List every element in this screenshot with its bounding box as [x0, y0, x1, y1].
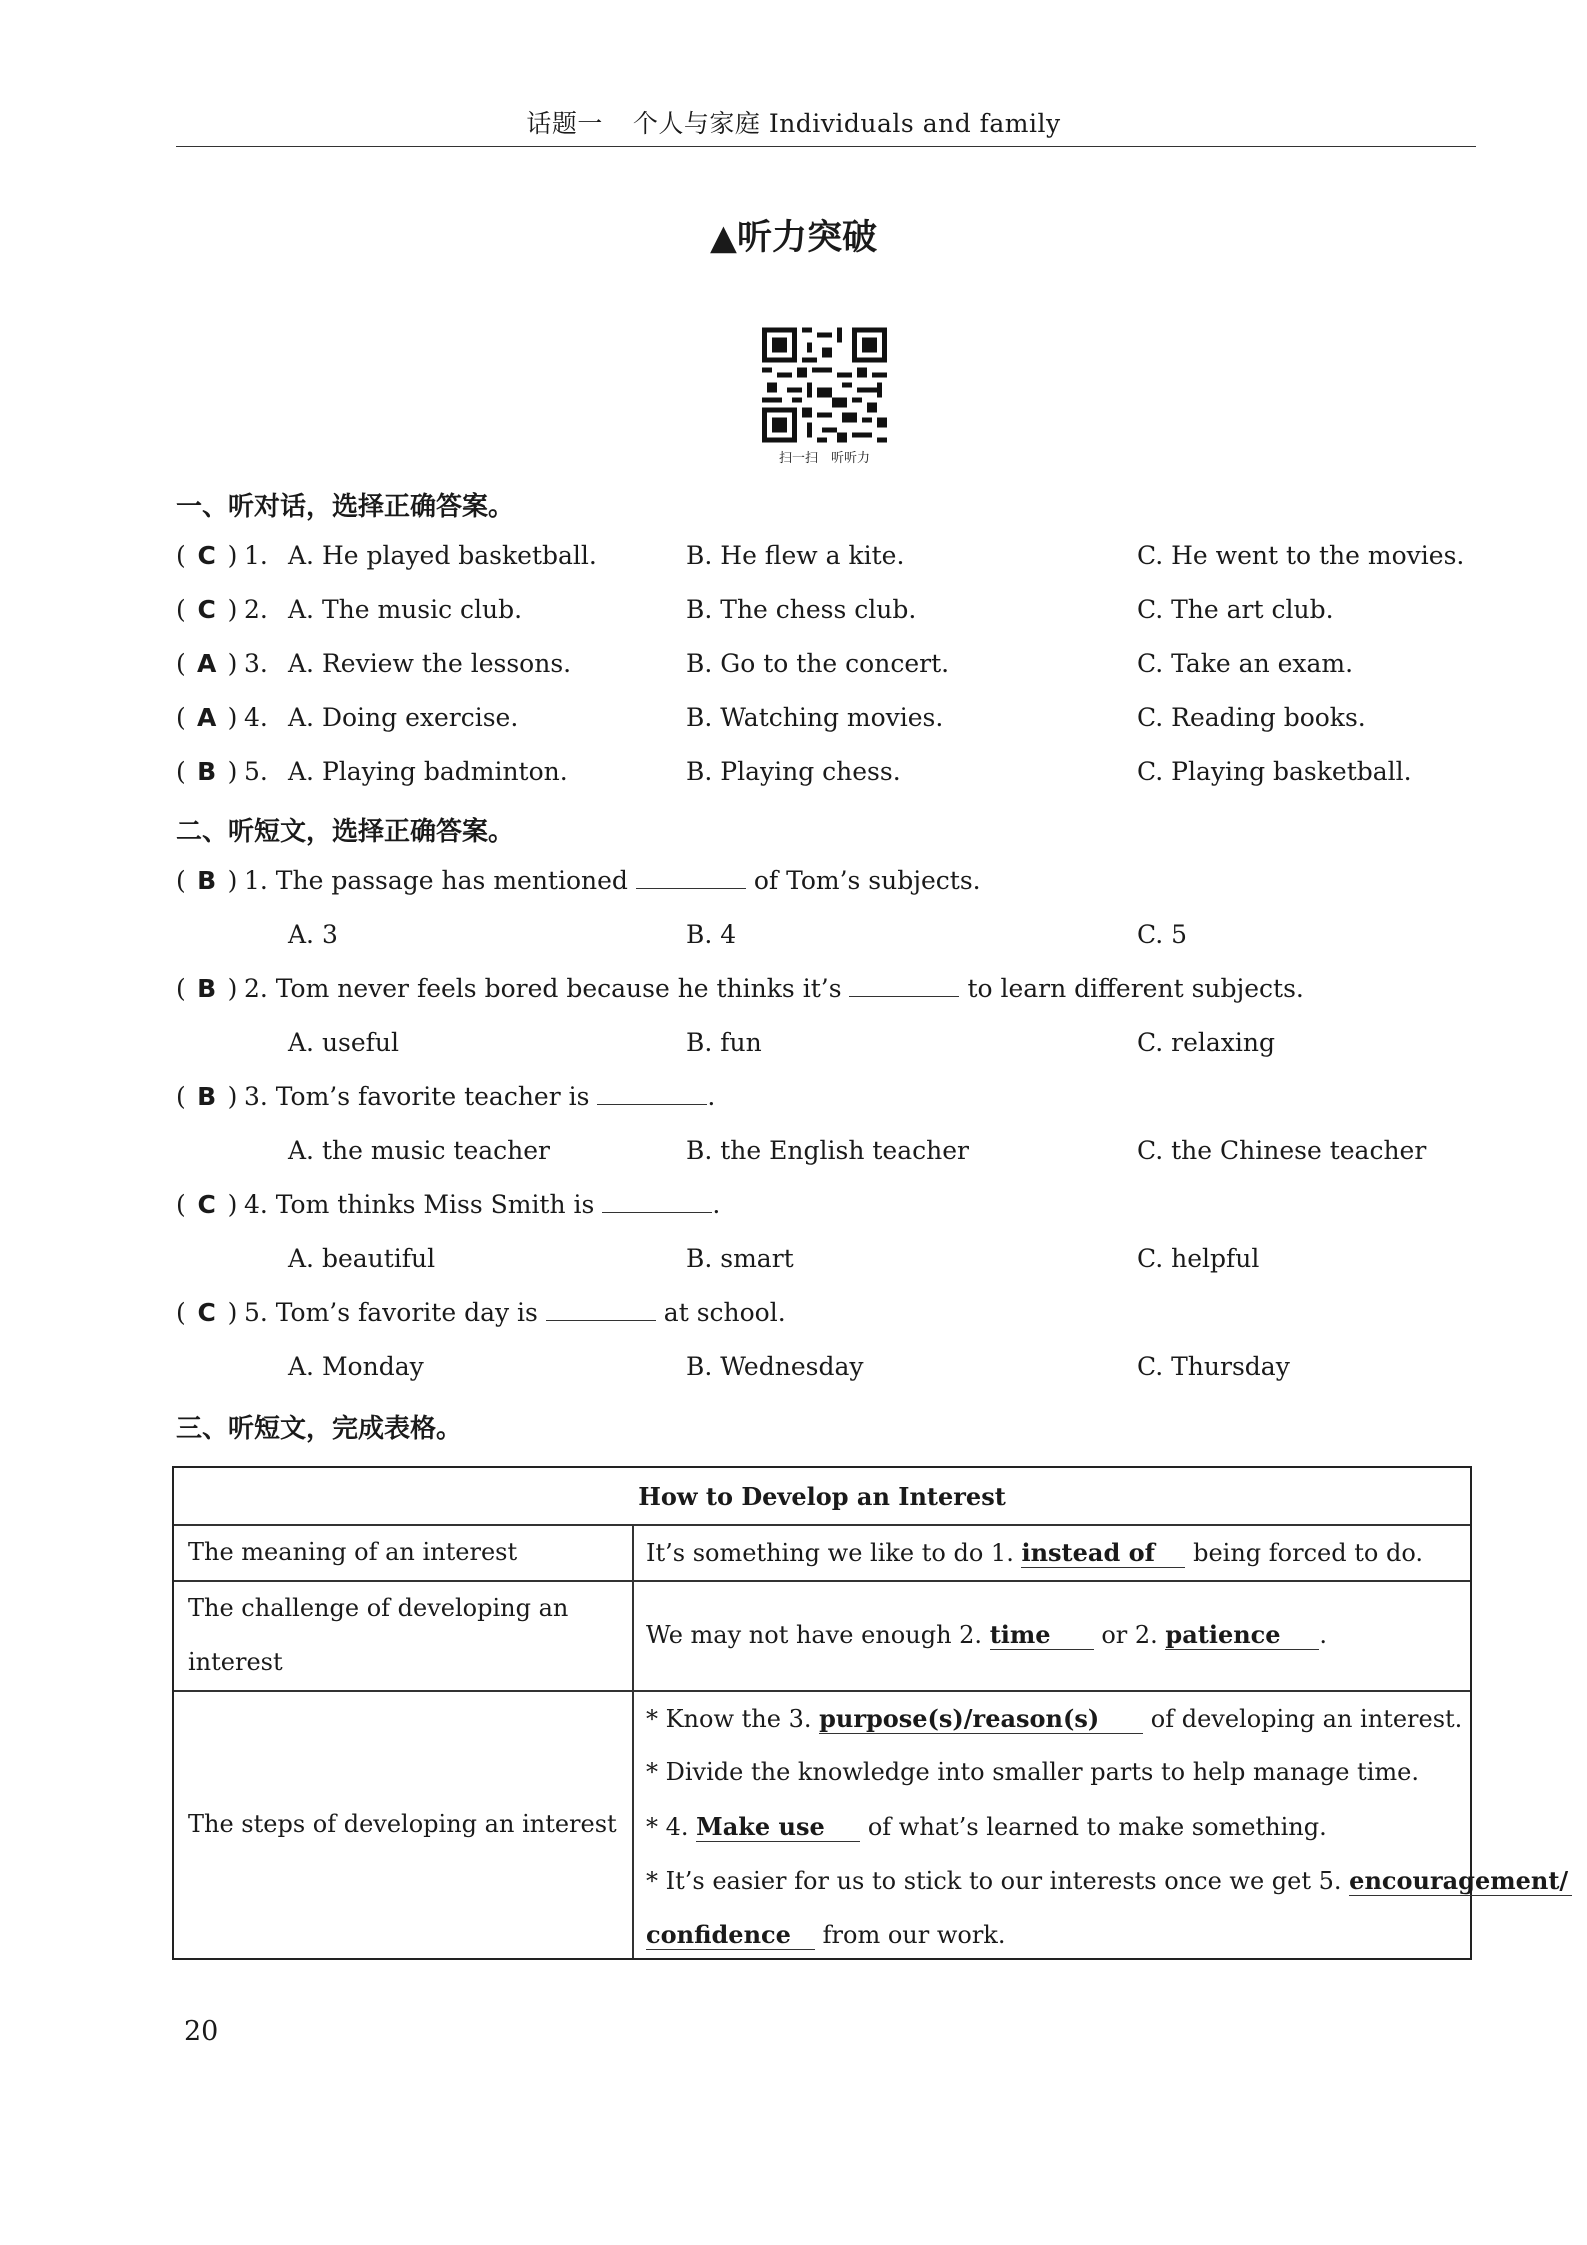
option-b: B. Go to the concert.	[686, 649, 950, 678]
part1-question: ( A ) 3. A. Review the lessons. B. Go to the concert. C. Take an exam.	[176, 649, 1354, 678]
option-b: B. Watching movies.	[686, 703, 944, 732]
row-label: The steps of developing an interest	[188, 1810, 617, 1838]
part2-options	[176, 1136, 1496, 1176]
part2-question-stem: ( C ) 4. Tom thinks Miss Smith is .	[176, 1190, 721, 1219]
option-a: A. 3	[288, 920, 338, 949]
answer-fill: instead of	[1021, 1538, 1185, 1568]
answer: A	[197, 703, 217, 732]
option-c: C. the Chinese teacher	[1137, 1136, 1427, 1165]
part1-question: ( A ) 4. A. Doing exercise. B. Watching movies. C. Reading books.	[176, 703, 1366, 732]
answer-blank	[546, 1298, 656, 1321]
answer-fill: encouragement/	[1349, 1866, 1572, 1896]
option-b: B. He flew a kite.	[686, 541, 905, 570]
option-b: B. The chess club.	[686, 595, 917, 624]
option-a: A. He played basketball.	[288, 541, 597, 570]
answer-blank	[602, 1190, 712, 1213]
option-a: A. Doing exercise.	[288, 703, 519, 732]
interest-table	[172, 1466, 1569, 1960]
answer: B	[197, 866, 217, 895]
option-c: C. helpful	[1137, 1244, 1260, 1273]
option-c: C. The art club.	[1137, 595, 1334, 624]
row-label: The meaning of an interest	[188, 1538, 518, 1566]
answer: C	[197, 1298, 216, 1327]
row-content: It’s something we like to do 1. instead of being forced to do.	[646, 1538, 1423, 1567]
answer-blank	[597, 1082, 707, 1105]
part2-question-stem: ( B ) 3. Tom’s favorite teacher is .	[176, 1082, 716, 1111]
header-rule	[176, 146, 1476, 147]
row-label: The challenge of developing an	[188, 1594, 569, 1622]
option-a: A. Review the lessons.	[288, 649, 572, 678]
option-b: B. Playing chess.	[686, 757, 901, 786]
step-item: * It’s easier for us to stick to our interests once we get 5. encouragement/	[646, 1866, 1572, 1896]
option-b: B. 4	[686, 920, 737, 949]
option-a: A. useful	[288, 1028, 400, 1057]
answer: C	[197, 1190, 216, 1219]
step-item: * Know the 3. purpose(s)/reason(s) of developing an interest.	[646, 1704, 1463, 1733]
part2-heading: 二、听短文，选择正确答案。	[176, 817, 515, 847]
section-title: ▲听力突破	[710, 218, 877, 258]
option-c: C. He went to the movies.	[1137, 541, 1465, 570]
part1-question: ( C ) 1. A. He played basketball. B. He flew a kite. C. He went to the movies.	[176, 541, 1465, 570]
answer: B	[197, 757, 217, 786]
answer: B	[197, 1082, 217, 1111]
part3-heading: 三、听短文，完成表格。	[176, 1414, 463, 1444]
option-c: C. 5	[1137, 920, 1188, 949]
answer: A	[197, 649, 217, 678]
option-a: A. the music teacher	[288, 1136, 551, 1165]
option-a: A. Monday	[288, 1352, 424, 1381]
row-label: interest	[188, 1648, 283, 1676]
part2-options	[176, 920, 1496, 960]
table-rule	[174, 1524, 1470, 1526]
part2-question-stem: ( B ) 1. The passage has mentioned of Tom’s subjects.	[176, 866, 981, 895]
header-title: 个人与家庭 Individuals and family	[632, 109, 1061, 138]
row-content: We may not have enough 2. time or 2. patience .	[646, 1620, 1328, 1649]
part1-question: ( C ) 2. A. The music club. B. The chess club. C. The art club.	[176, 595, 1334, 624]
qr-code-icon	[762, 327, 887, 443]
answer: B	[197, 974, 217, 1003]
qr-caption: 扫一扫 听听力	[778, 451, 870, 466]
option-b: B. fun	[686, 1028, 762, 1057]
answer: C	[197, 541, 216, 570]
answer-blank	[636, 866, 746, 889]
answer-fill: Make use	[696, 1812, 860, 1842]
answer-fill: time	[990, 1620, 1094, 1650]
answer-blank	[849, 974, 959, 997]
option-c: C. Thursday	[1137, 1352, 1290, 1381]
table-rule	[174, 1690, 1470, 1692]
table-rule	[174, 1580, 1470, 1582]
header-topic: 话题一	[526, 109, 603, 138]
answer: C	[197, 595, 216, 624]
option-a: A. Playing badminton.	[288, 757, 568, 786]
option-b: B. smart	[686, 1244, 794, 1273]
part2-question-stem: ( C ) 5. Tom’s favorite day is at school.	[176, 1298, 786, 1327]
answer-fill: patience	[1165, 1620, 1319, 1650]
answer-fill: purpose(s)/reason(s)	[819, 1704, 1143, 1734]
table-rule	[632, 1524, 634, 1958]
option-c: C. Reading books.	[1137, 703, 1366, 732]
step-item: * Divide the knowledge into smaller parts to help manage time.	[646, 1758, 1419, 1786]
step-item: * 4. Make use of what’s learned to make something.	[646, 1812, 1327, 1841]
table-title: How to Develop an Interest	[638, 1482, 1006, 1511]
part2-options	[176, 1244, 1496, 1284]
part1-heading: 一、听对话，选择正确答案。	[176, 492, 515, 522]
page-header	[0, 104, 1587, 140]
part2-options	[176, 1352, 1496, 1392]
answer-fill: confidence	[646, 1920, 815, 1950]
step-item: confidence from our work.	[646, 1920, 1006, 1949]
part2-options	[176, 1028, 1496, 1068]
option-c: C. Take an exam.	[1137, 649, 1354, 678]
option-c: C. relaxing	[1137, 1028, 1275, 1057]
option-b: B. Wednesday	[686, 1352, 864, 1381]
option-a: A. beautiful	[288, 1244, 436, 1273]
option-a: A. The music club.	[288, 595, 523, 624]
page-number: 20	[184, 2016, 219, 2047]
part2-question-stem: ( B ) 2. Tom never feels bored because he thinks it’s to learn different subjects.	[176, 974, 1304, 1003]
option-b: B. the English teacher	[686, 1136, 969, 1165]
part1-question: ( B ) 5. A. Playing badminton. B. Playing chess. C. Playing basketball.	[176, 757, 1412, 786]
option-c: C. Playing basketball.	[1137, 757, 1412, 786]
